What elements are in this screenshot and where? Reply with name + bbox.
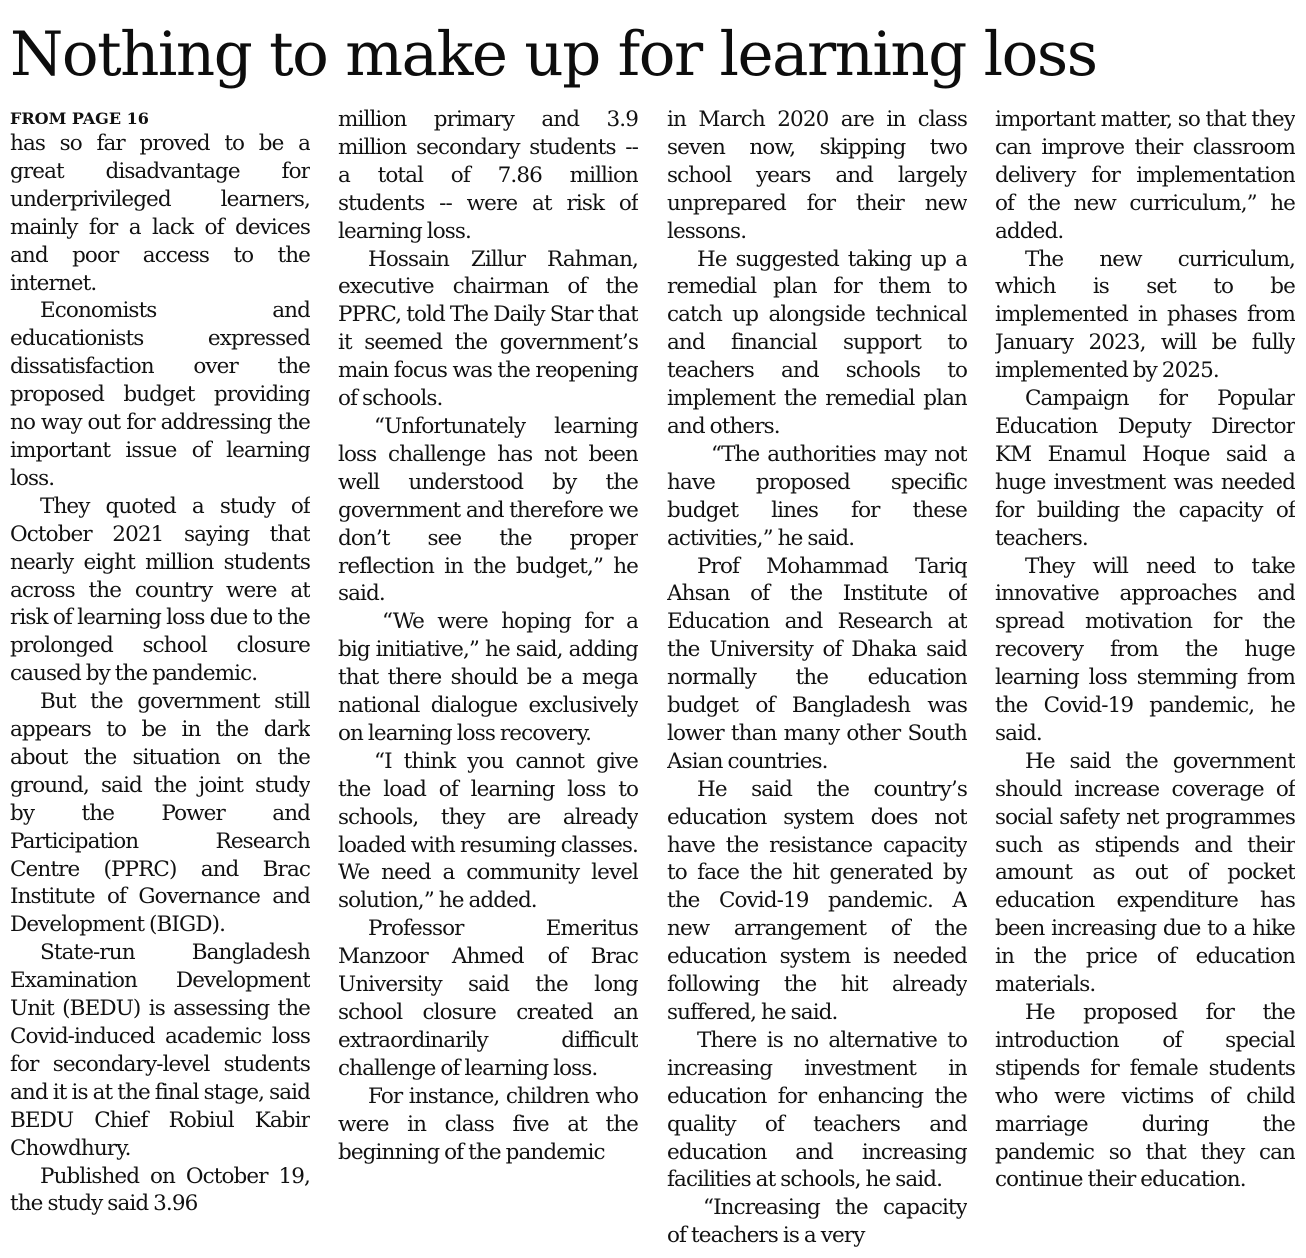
article-headline: Nothing to make up for learning loss bbox=[10, 19, 1097, 90]
jump-line: FROM PAGE 16 bbox=[10, 109, 149, 128]
paragraph: He proposed for the introduction of special stipends for female students who were victims of child marriage during the pandemic so that they can continue their education. bbox=[995, 1000, 1295, 1193]
article-column-2 bbox=[338, 106, 638, 1252]
paragraph: The new curriculum, which is set to be implemented in phases from January 2023, will be fully implemented by 2025. bbox=[995, 246, 1295, 384]
paragraph: For instance, children who were in class five at the beginning of the pandemic bbox=[338, 1083, 638, 1165]
paragraph: Economists and educationists expressed dissatisfaction over the proposed budget providing no way out for addressing the important issue of learning loss. bbox=[10, 298, 310, 491]
paragraph: State-run Bangladesh Examination Development Unit (BEDU) is assessing the Covid-induced academic loss for secondary-level students and it is at the final stage, said BEDU Chief Robiul Kabir Chowdhury. bbox=[10, 940, 310, 1161]
quote-paragraph: “I think you cannot give the load of learning loss to schools, they are already loaded with resuming classes. We need a community level solution,” he added. bbox=[338, 748, 638, 914]
paragraph: Published on October 19, the study said 3.96 bbox=[10, 1163, 310, 1217]
paragraph: in March 2020 are in class seven now, skipping two school years and largely unprepared for their new lessons. bbox=[667, 107, 967, 244]
paragraph: important matter, so that they can improve their classroom delivery for implementation of the new curriculum,” he added. bbox=[995, 107, 1295, 244]
paragraph: He said the government should increase coverage of social safety net programmes such as stipends and their amount as out of pocket education expenditure has been increasing due to a hike in the price of education materials. bbox=[995, 748, 1295, 998]
paragraph: has so far proved to be a great disadvantage for underprivileged learners, mainly for a lack of devices and poor access to the internet. bbox=[10, 131, 310, 296]
quote-paragraph: “Increasing the capacity of teachers is a very bbox=[667, 1195, 967, 1249]
paragraph: Hossain Zillur Rahman, executive chairman of the PPRC, told The Daily Star that it seemed the government’s main focus was the reopening of schools. bbox=[338, 246, 638, 412]
paragraph: He suggested taking up a remedial plan for them to catch up alongside technical and financial support to teachers and schools to implement the remedial plan and others. bbox=[667, 246, 967, 439]
paragraph: He said the country’s education system does not have the resistance capacity to face the hit generated by the Covid-19 pandemic. A new arrangement of the education system is needed following the hit already suffered, he said. bbox=[667, 776, 967, 1025]
article-column-3 bbox=[667, 106, 967, 1252]
paragraph: Professor Emeritus Manzoor Ahmed of Brac University said the long school closure created an extraordinarily difficult challenge of learning loss. bbox=[338, 916, 638, 1081]
article-column-4 bbox=[995, 106, 1295, 1252]
paragraph: Prof Mohammad Tariq Ahsan of the Institute of Education and Research at the University of Dhaka said normally the education budget of Bangladesh was lower than many other South Asian countries. bbox=[667, 553, 967, 774]
paragraph: Campaign for Popular Education Deputy Director KM Enamul Hoque said a huge investment was needed for building the capacity of teachers. bbox=[995, 386, 1295, 551]
paragraph: But the government still appears to be in the dark about the situation on the ground, said the joint study by the Power and Participation Research Centre (PPRC) and Brac Institute of Governance and Development (BIGD). bbox=[10, 689, 310, 938]
quote-paragraph: “We were hoping for a big initiative,” he said, adding that there should be a mega national dialogue exclusively on learning loss recovery. bbox=[338, 609, 638, 746]
paragraph: million primary and 3.9 million secondary students -- a total of 7.86 million students -- were at risk of learning loss. bbox=[338, 107, 638, 244]
article-column-1 bbox=[10, 106, 310, 1252]
quote-paragraph: “Unfortunately learning loss challenge has not been well understood by the government and therefore we don’t see the proper reflection in the budget,” he said. bbox=[338, 413, 638, 607]
quote-paragraph: “The authorities may not have proposed specific budget lines for these activities,” he said. bbox=[667, 441, 967, 551]
paragraph: They will need to take innovative approaches and spread motivation for the recovery from the huge learning loss stemming from the Covid-19 pandemic, he said. bbox=[995, 553, 1295, 746]
paragraph: There is no alternative to increasing investment in education for enhancing the quality of teachers and education and increasing facilities at schools, he said. bbox=[667, 1027, 967, 1193]
paragraph: They quoted a study of October 2021 saying that nearly eight million students across the country were at risk of learning loss due to the prolonged school closure caused by the pandemic. bbox=[10, 493, 310, 687]
